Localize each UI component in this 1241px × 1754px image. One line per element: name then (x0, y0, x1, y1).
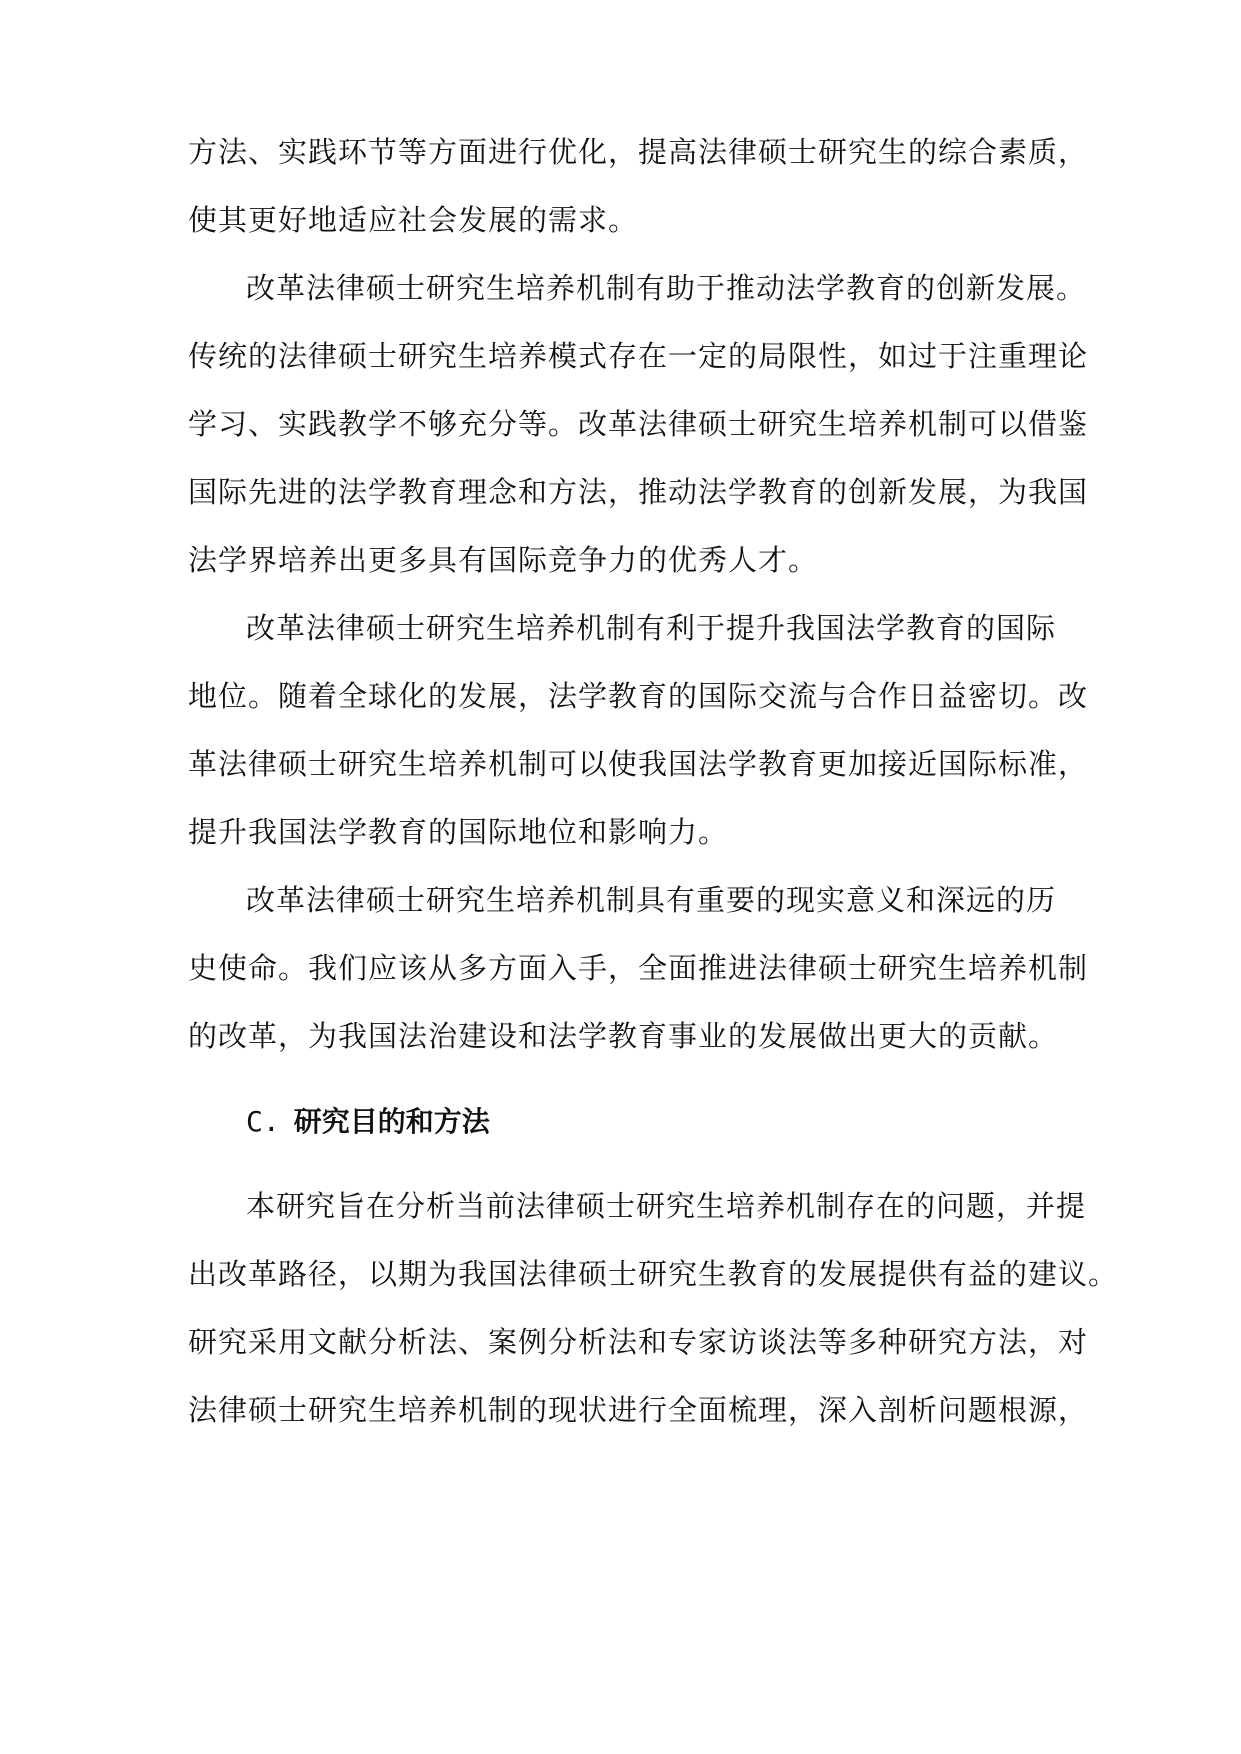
paragraph-line: 国际先进的法学教育理念和方法，推动法学教育的创新发展，为我国 (188, 475, 1089, 509)
paragraph-line: 法律硕士研究生培养机制的现状进行全面梳理，深入剖析问题根源， (188, 1393, 1089, 1427)
paragraph-line: 改革法律硕士研究生培养机制具有重要的现实意义和深远的历 (246, 883, 1057, 917)
section-heading (246, 1102, 490, 1142)
paragraph-line: 改革法律硕士研究生培养机制有利于提升我国法学教育的国际 (246, 611, 1057, 645)
paragraph-line: 传统的法律硕士研究生培养模式存在一定的局限性，如过于注重理论 (188, 339, 1089, 373)
section-title: 研究目的和方法 (293, 1105, 490, 1138)
paragraph-line: 本研究旨在分析当前法律硕士研究生培养机制存在的问题，并提 (246, 1189, 1087, 1223)
paragraph-line: 研究采用文献分析法、案例分析法和专家访谈法等多种研究方法，对 (188, 1325, 1089, 1359)
paragraph-line: 革法律硕士研究生培养机制可以使我国法学教育更加接近国际标准， (188, 747, 1089, 781)
paragraph-line: 出改革路径，以期为我国法律硕士研究生教育的发展提供有益的建议。 (188, 1257, 1119, 1291)
paragraph-line: 史使命。我们应该从多方面入手，全面推进法律硕士研究生培养机制 (188, 951, 1089, 985)
paragraph-line: 学习、实践教学不够充分等。改革法律硕士研究生培养机制可以借鉴 (188, 407, 1089, 441)
paragraph-line: 使其更好地适应社会发展的需求。 (188, 203, 639, 237)
paragraph-line: 方法、实践环节等方面进行优化，提高法律硕士研究生的综合素质， (188, 135, 1089, 169)
paragraph-line: 法学界培养出更多具有国际竞争力的优秀人才。 (188, 543, 819, 577)
section-label: C. (246, 1105, 280, 1138)
paragraph-line: 提升我国法学教育的国际地位和影响力。 (188, 815, 729, 849)
paragraph-line: 改革法律硕士研究生培养机制有助于推动法学教育的创新发展。 (246, 271, 1087, 305)
paragraph-line: 地位。随着全球化的发展，法学教育的国际交流与合作日益密切。改 (188, 679, 1089, 713)
paragraph-line: 的改革，为我国法治建设和法学教育事业的发展做出更大的贡献。 (188, 1019, 1059, 1053)
